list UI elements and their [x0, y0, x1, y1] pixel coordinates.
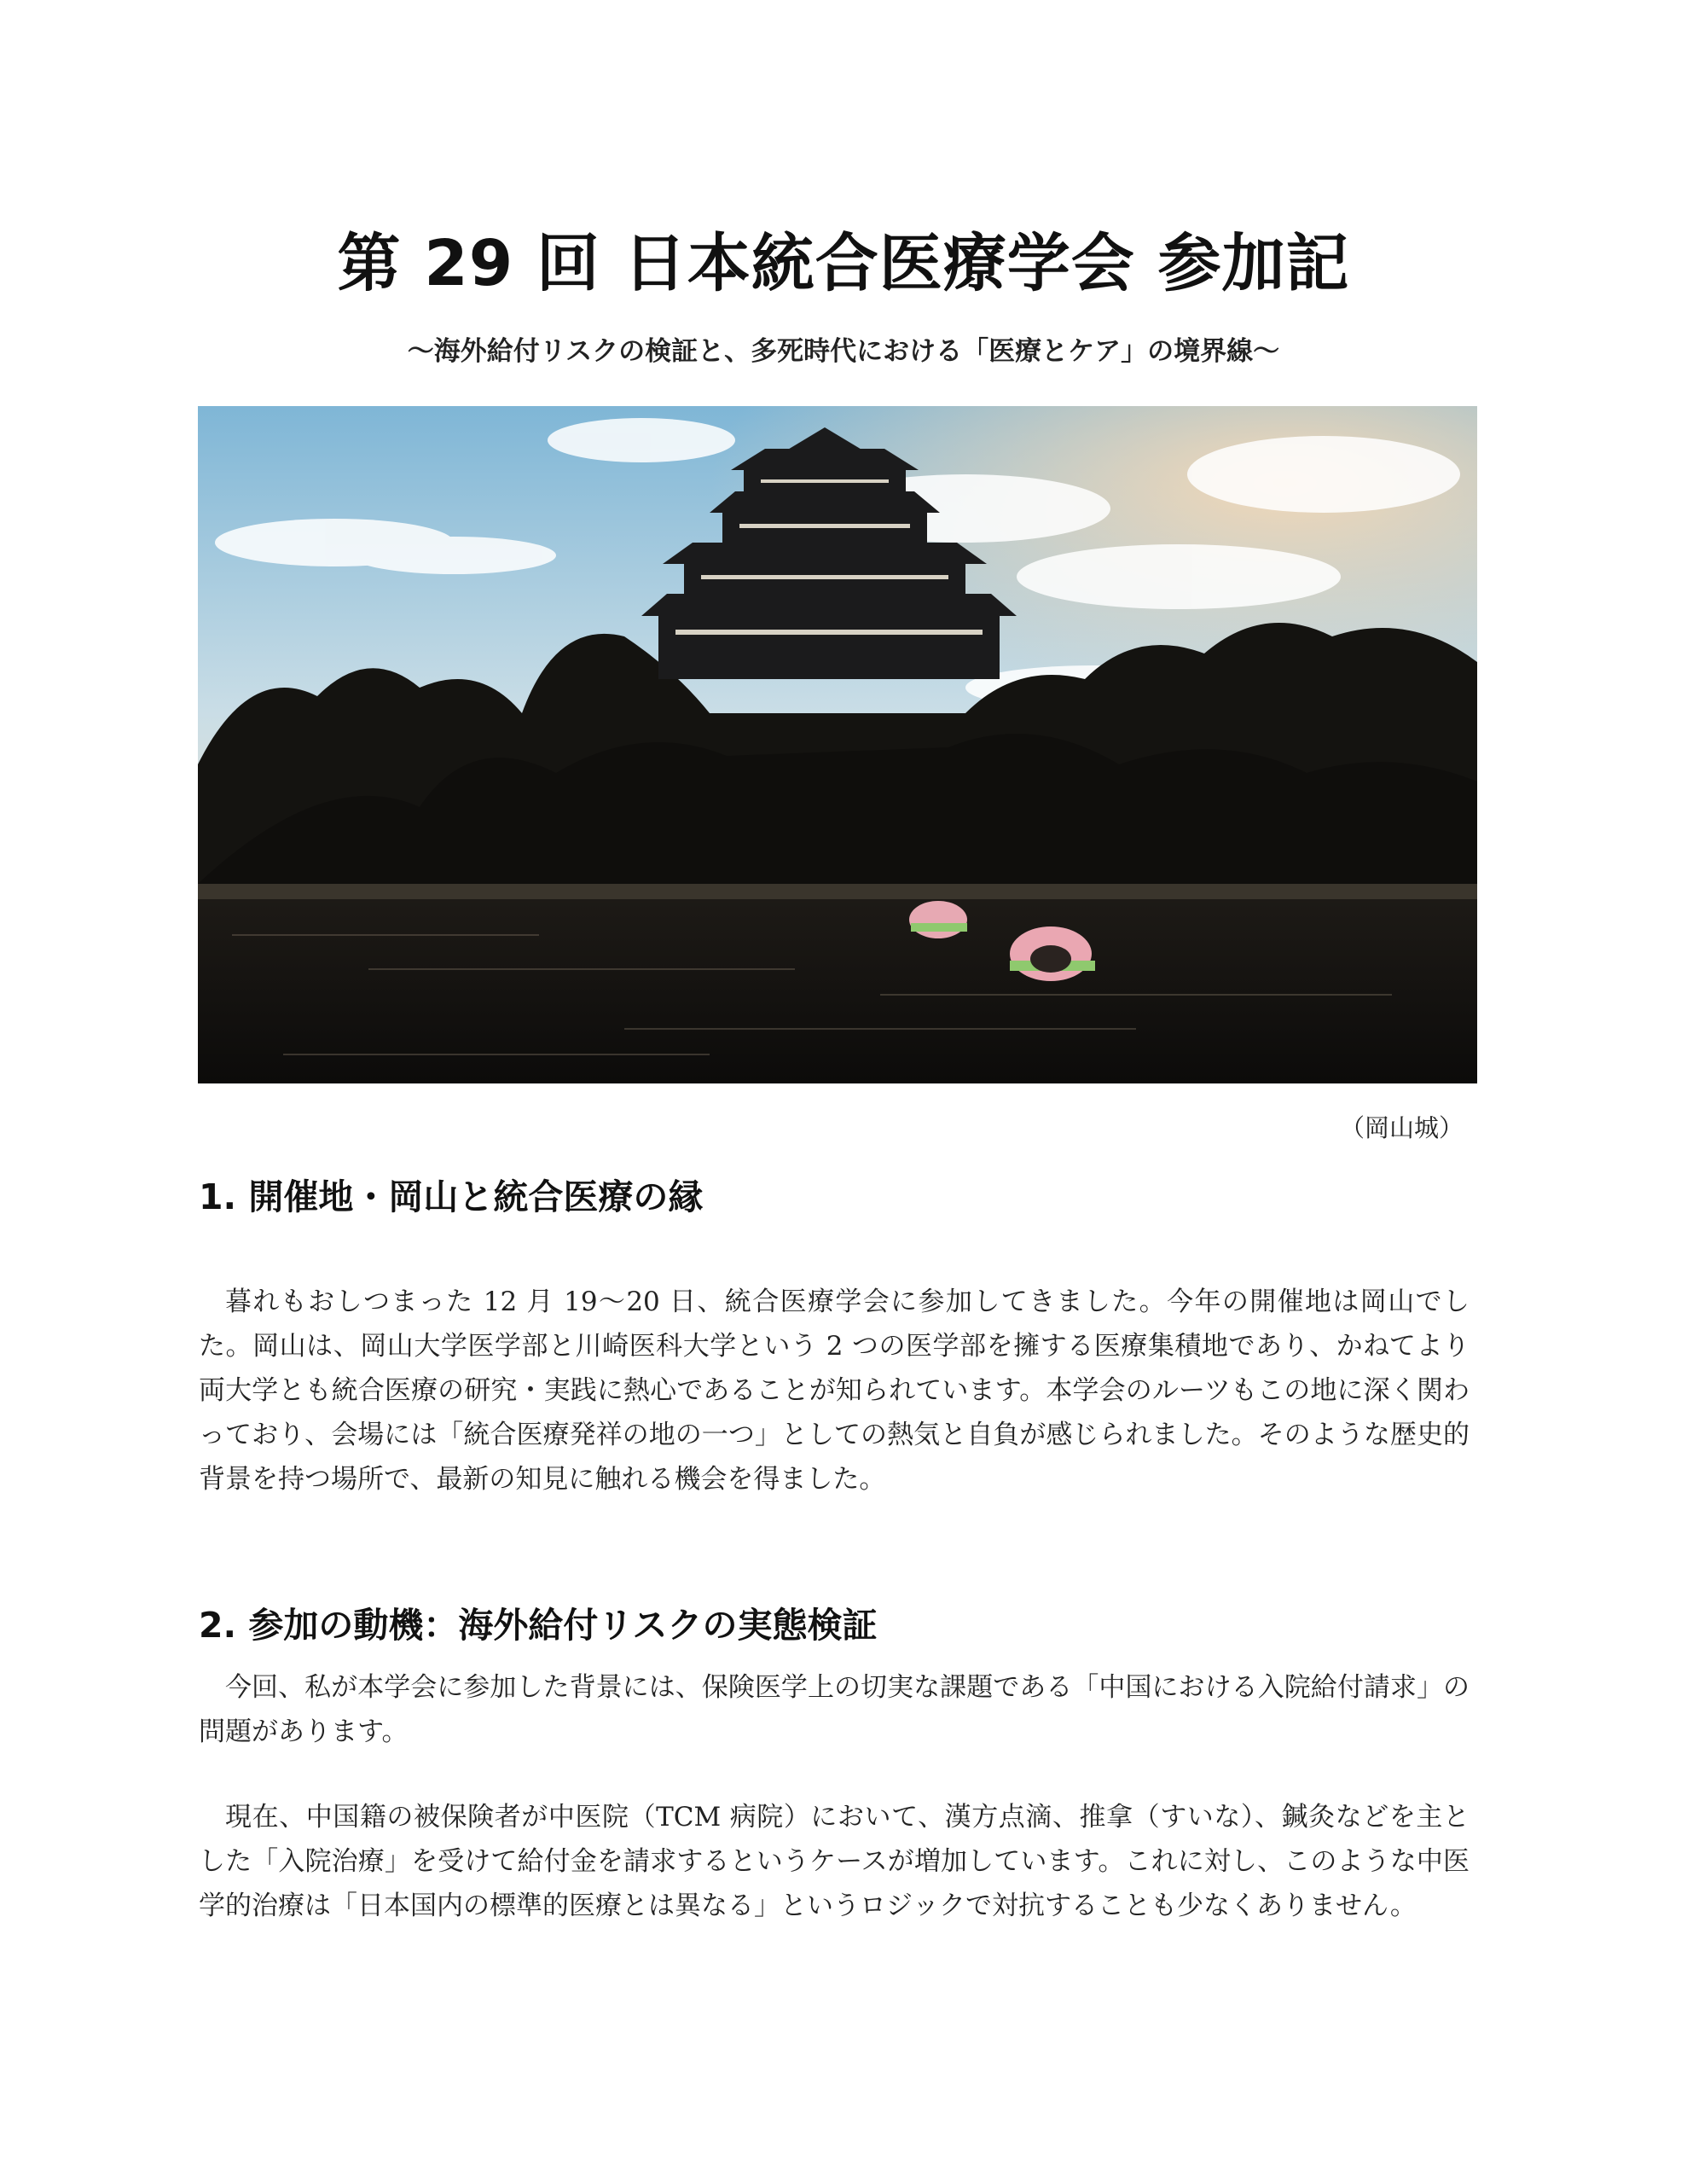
section-1-paragraph: 暮れもおしつまった 12 月 19～20 日、統合医療学会に参加してきました。今年の開催地は岡山でした。岡山は、岡山大学医学部と川崎医科大学という 2 つの医学部を擁する医療集積地であり、かねてより両大学とも統合医療の研究・実践に熱心であることが知られています。本学会のルーツもこの地に深く関わっており、会場には「統合医療発祥の地の一つ」としての熱気と自負が感じられました。そのような歴史的背景を持つ場所で、最新の知見に触れる機会を得ました。 [199, 1287, 1470, 1495]
page-subtitle: ～海外給付リスクの検証と、多死時代における「医療とケア」の境界線～ [407, 336, 1280, 367]
section-heading-2: 2. 参加の動機：海外給付リスクの実態検証 [199, 1605, 878, 1646]
section-2-paragraph-2: 現在、中国籍の被保険者が中医院（TCM 病院）において、漢方点滴、推拿（すいな）、鍼灸などを主とした「入院治療」を受けて給付金を請求するというケースが増加しています。これに対し、このような中医学的治療は「日本国内の標準的医療とは異なる」というロジックで対抗することも少なくありません。 [199, 1802, 1470, 1921]
section-heading-1: 1. 開催地・岡山と統合医療の縁 [199, 1176, 704, 1217]
photo-caption: （岡山城） [1339, 1113, 1464, 1142]
page-title: 第 29 回 日本統合医療学会 参加記 [337, 227, 1350, 300]
section-2-paragraph-1: 今回、私が本学会に参加した背景には、保険医学上の切実な課題である「中国における入院給付請求」の問題があります。 [199, 1672, 1470, 1747]
okayama-castle-photo [198, 406, 1477, 1083]
